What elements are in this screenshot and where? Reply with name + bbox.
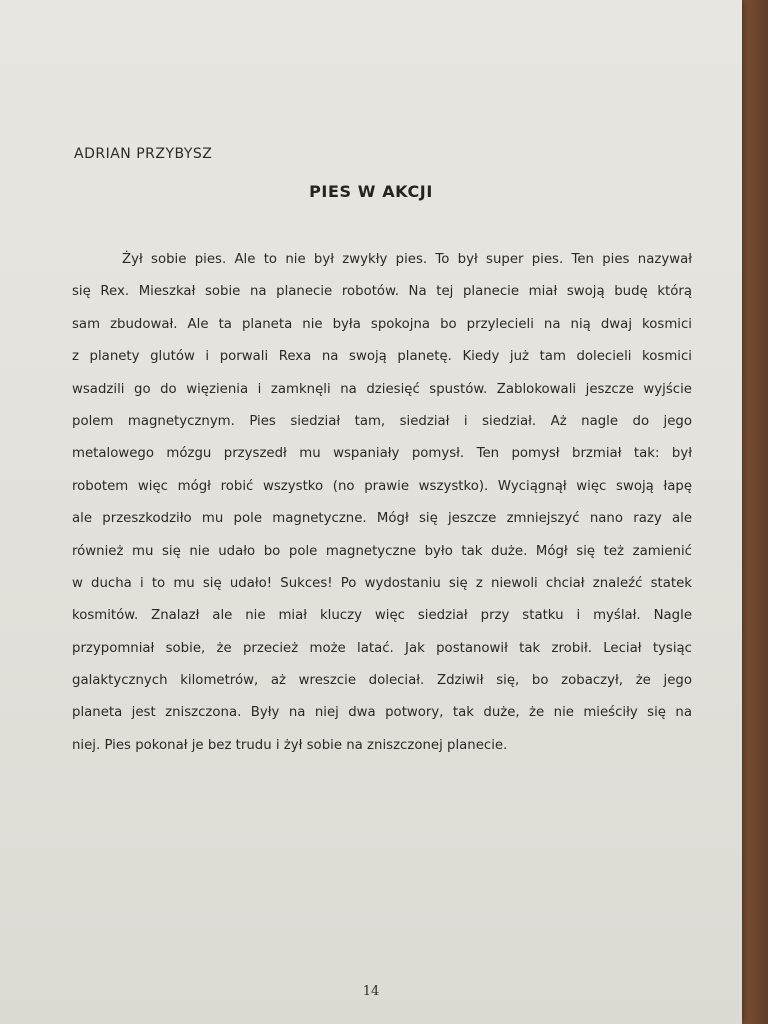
page-number: 14 <box>362 984 380 999</box>
text-line: kosmitów. Znalazł ale nie miał kluczy więc siedział przy statku i myślał. Nagle <box>72 608 692 624</box>
author-name: ADRIAN PRZYBYSZ <box>74 146 213 162</box>
story-title: PIES W AKCJI <box>309 182 433 201</box>
text-line: z planety glutów i porwali Rexa na swoją planetę. Kiedy już tam dolecieli kosmici <box>72 349 692 365</box>
text-line: Żył sobie pies. Ale to nie był zwykły pies. To był super pies. Ten pies nazywał <box>122 252 692 267</box>
text-line: ale przeszkodziło mu pole magnetyczne. Mógł się jeszcze zmniejszyć nano razy ale <box>72 511 692 527</box>
text-line: metalowego mózgu przyszedł mu wspaniały pomysł. Ten pomysł brzmiał tak: był <box>72 446 692 462</box>
text-line: wsadzili go do więzienia i zamknęli na dziesięć spustów. Zablokowali jeszcze wyjście <box>72 381 692 397</box>
text-line: planeta jest zniszczona. Były na niej dwa potwory, tak duże, że nie mieściły się na <box>72 705 692 721</box>
text-line: przypomniał sobie, że przecież może latać. Jak postanowił tak zrobił. Leciał tysiąc <box>72 640 692 656</box>
text-line: również mu się nie udało bo pole magnetyczne było tak duże. Mógł się też zamienić <box>72 543 692 559</box>
text-line: się Rex. Mieszkał sobie na planecie robotów. Na tej planecie miał swoją budę którą <box>72 284 692 300</box>
text-line: sam zbudował. Ale ta planeta nie była spokojna bo przylecieli na nią dwaj kosmici <box>72 316 692 332</box>
text-line: polem magnetycznym. Pies siedział tam, siedział i siedział. Aż nagle do jego <box>72 413 692 429</box>
text-line: robotem więc mógł robić wszystko (no prawie wszystko). Wyciągnął więc swoją łapę <box>72 478 692 494</box>
story-body <box>72 250 692 768</box>
text-line: niej. Pies pokonał je bez trudu i żył sobie na zniszczonej planecie. <box>72 737 508 753</box>
text-line: galaktycznych kilometrów, aż wreszcie doleciał. Zdziwił się, bo zobaczył, że jego <box>72 673 692 689</box>
text-line: w ducha i to mu się udało! Sukces! Po wydostaniu się z niewoli chciał znaleźć statek <box>72 575 692 591</box>
